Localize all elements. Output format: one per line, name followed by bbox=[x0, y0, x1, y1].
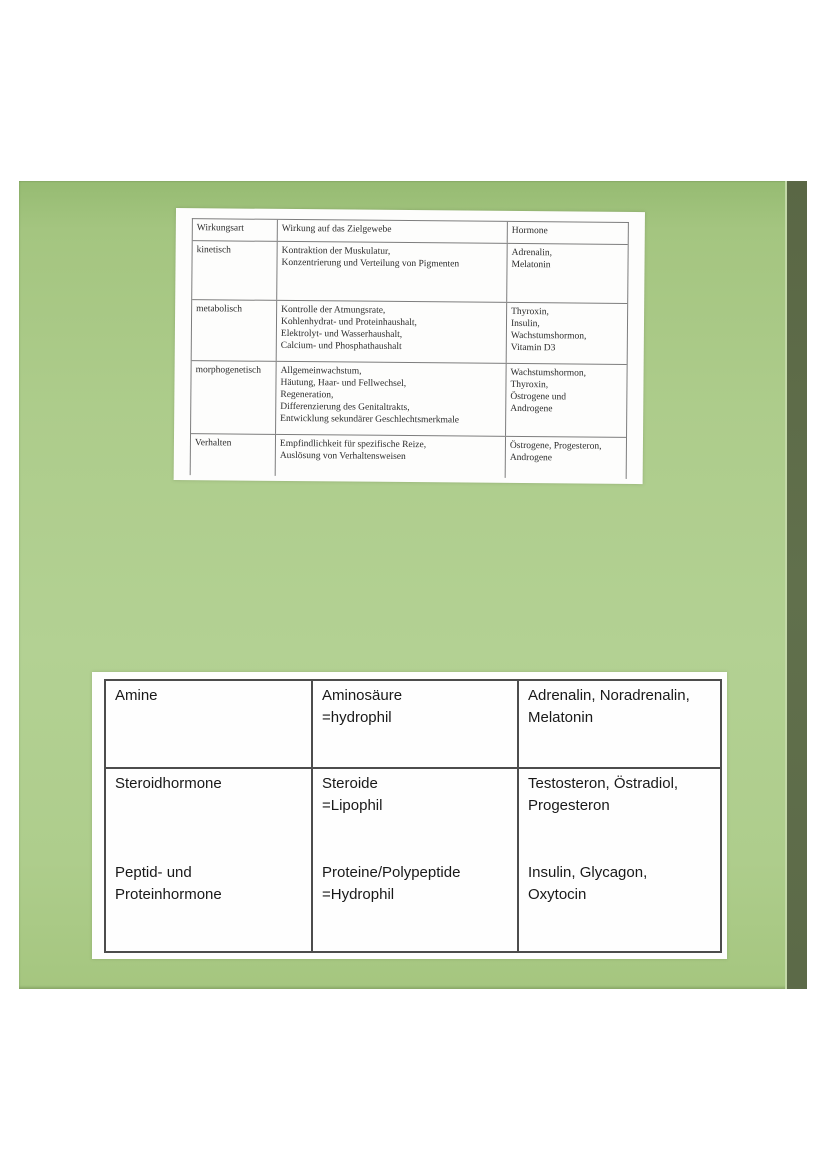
header-cell-wirkung bbox=[278, 220, 508, 243]
peptid-group bbox=[115, 862, 302, 906]
text-line: =hydrophil bbox=[322, 709, 392, 726]
table-row-metabolisch bbox=[192, 300, 628, 365]
text-line: Differenzierung des Genitaltrakts, bbox=[280, 401, 410, 414]
table-row-amine bbox=[106, 681, 720, 769]
text-line: Steroidhormone bbox=[115, 775, 222, 792]
steroid-group bbox=[115, 773, 302, 862]
classes-table bbox=[104, 679, 722, 953]
table-cell-art bbox=[191, 361, 277, 434]
table-cell-hormone bbox=[506, 437, 624, 479]
text-line: Melatonin bbox=[528, 709, 594, 726]
table-cell-structure bbox=[313, 681, 519, 767]
table-cell-class bbox=[106, 769, 313, 951]
text-line: Adrenalin, bbox=[511, 247, 553, 259]
text-line: Progesteron bbox=[528, 797, 610, 814]
text-line: Androgene bbox=[510, 403, 553, 415]
table-cell-art bbox=[192, 241, 278, 300]
slide-photo bbox=[19, 181, 807, 989]
text-line: morphogenetisch bbox=[195, 365, 262, 376]
text-line: =Lipophil bbox=[322, 797, 383, 814]
text-line: Auslösung von Verhaltensweisen bbox=[279, 450, 406, 463]
text-line: Thyroxin, bbox=[511, 306, 549, 318]
table-cell-wirkung bbox=[276, 362, 507, 436]
header-cell-wirkungsart bbox=[193, 219, 278, 241]
text-line: =Hydrophil bbox=[322, 886, 395, 903]
table-cell-class bbox=[106, 681, 313, 767]
effects-table bbox=[190, 218, 629, 479]
steroid-group bbox=[322, 773, 508, 862]
text-line: Kohlenhydrat- und Proteinhaushalt, bbox=[280, 316, 417, 329]
text-line: Proteine/Polypeptide bbox=[322, 864, 461, 881]
text-line: metabolisch bbox=[196, 304, 243, 315]
text-line: Entwicklung sekundärer Geschlechtsmerkmale bbox=[280, 413, 460, 426]
text-line: Östrogene, Progesteron, bbox=[509, 440, 602, 452]
table-cell-wirkung bbox=[276, 435, 506, 478]
text-line: Konzentrierung und Verteilung von Pigmenten bbox=[281, 257, 460, 270]
header-label: Wirkungsart bbox=[196, 223, 244, 234]
table-row-morphogenetisch bbox=[191, 361, 627, 438]
text-line: Thyroxin, bbox=[510, 379, 549, 391]
text-line: Häutung, Haar- und Fellwechsel, bbox=[280, 377, 407, 390]
text-line: Allgemeinwachstum, bbox=[280, 365, 362, 377]
text-line: Calcium- und Phosphathaushalt bbox=[280, 340, 402, 352]
table-cell-examples bbox=[519, 681, 716, 767]
table-row-steroid-peptid bbox=[106, 769, 720, 951]
text-line: Adrenalin, Noradrenalin, bbox=[528, 687, 690, 704]
text-line: Elektrolyt- und Wasserhaushalt, bbox=[280, 328, 403, 340]
text-line: Vitamin D3 bbox=[510, 342, 556, 354]
text-line: Melatonin bbox=[511, 259, 551, 271]
text-line: kinetisch bbox=[196, 245, 231, 256]
text-line: Testosteron, Östradiol, bbox=[528, 775, 679, 792]
text-line: Regeneration, bbox=[280, 389, 334, 401]
table-cell-examples bbox=[519, 769, 716, 951]
text-line: Insulin, Glycagon, bbox=[528, 864, 648, 881]
text-line: Proteinhormone bbox=[115, 886, 222, 903]
header-label: Wirkung auf das Zielgewebe bbox=[281, 223, 392, 235]
table-row-verhalten bbox=[191, 434, 626, 479]
effects-document-photo bbox=[174, 208, 645, 484]
header-label: Hormone bbox=[511, 225, 548, 237]
text-line: Steroide bbox=[322, 775, 378, 792]
text-line: Kontrolle der Atmungsrate, bbox=[281, 304, 386, 316]
peptid-group bbox=[528, 862, 707, 906]
table-cell-hormone bbox=[507, 303, 626, 364]
text-line: Kontraktion der Muskulatur, bbox=[281, 245, 391, 257]
text-line: Verhalten bbox=[194, 438, 232, 449]
table-cell-hormone bbox=[507, 244, 626, 303]
text-line: Wachstumshormon, bbox=[510, 330, 587, 342]
text-line: Aminosäure bbox=[322, 687, 403, 704]
text-line: Androgene bbox=[509, 452, 553, 464]
text-line: Östrogene und bbox=[510, 391, 567, 403]
table-cell-wirkung bbox=[277, 301, 508, 363]
table-row-kinetisch bbox=[192, 241, 627, 304]
text-line: Oxytocin bbox=[528, 886, 587, 903]
text-line: Amine bbox=[115, 687, 158, 704]
table-cell-art bbox=[191, 434, 276, 476]
table-cell-structure bbox=[313, 769, 519, 951]
peptid-group bbox=[322, 862, 508, 906]
header-cell-hormone bbox=[508, 222, 626, 244]
table-cell-hormone bbox=[506, 364, 625, 437]
table-cell-wirkung bbox=[277, 242, 507, 302]
classes-document bbox=[92, 672, 727, 959]
text-line: Peptid- und bbox=[115, 864, 192, 881]
steroid-group bbox=[528, 773, 707, 862]
text-line: Insulin, bbox=[510, 318, 540, 330]
text-line: Wachstumshormon, bbox=[510, 367, 587, 379]
text-line: Empfindlichkeit für spezifische Reize, bbox=[279, 438, 427, 451]
olive-side-band bbox=[785, 181, 807, 989]
table-cell-art bbox=[192, 300, 278, 361]
